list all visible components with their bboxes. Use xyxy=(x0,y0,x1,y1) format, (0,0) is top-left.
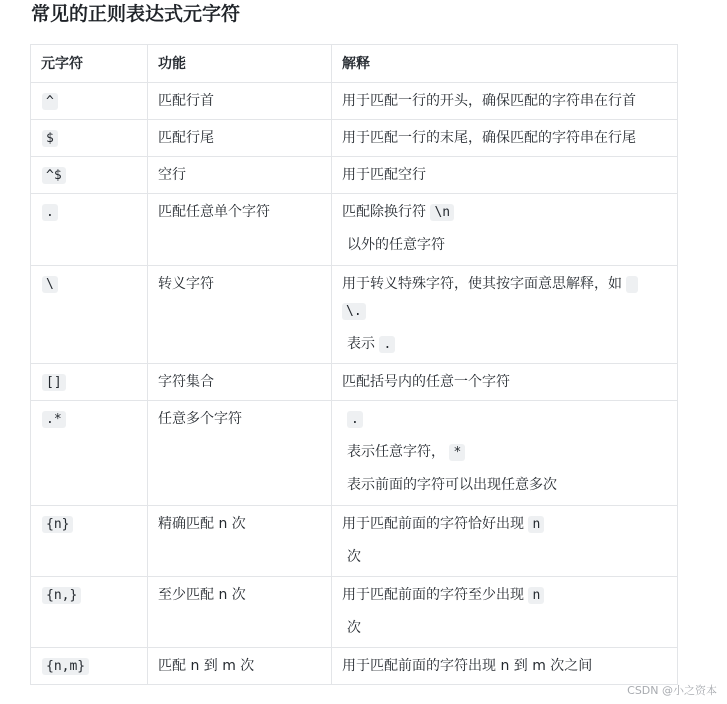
symbol-code: \ xyxy=(42,276,58,293)
function-cell: 匹配 n 到 m 次 xyxy=(148,648,332,685)
table-row xyxy=(31,506,678,577)
symbol-code: [] xyxy=(42,374,66,391)
header-metachar: 元字符 xyxy=(31,45,148,83)
explain-text: 用于匹配前面的字符出现 n 到 m 次之间 xyxy=(342,658,593,674)
table-row xyxy=(31,83,678,120)
explain-cell xyxy=(332,194,678,266)
table-row xyxy=(31,648,678,685)
explain-text: 表示任意字符， xyxy=(347,444,445,460)
explain-cell xyxy=(332,266,678,364)
explain-cell xyxy=(332,157,678,194)
table-row xyxy=(31,120,678,157)
function-cell: 匹配任意单个字符 xyxy=(148,194,332,266)
table-row xyxy=(31,577,678,648)
explain-text: 匹配括号内的任意一个字符 xyxy=(342,374,510,390)
inline-code: \n xyxy=(430,204,454,221)
page-title: 常见的正则表达式元字符 xyxy=(31,3,241,25)
function-cell: 精确匹配 n 次 xyxy=(148,506,332,577)
explain-cell xyxy=(332,506,678,577)
function-cell: 至少匹配 n 次 xyxy=(148,577,332,648)
explain-text: 次 xyxy=(347,549,361,565)
explain-cell xyxy=(332,648,678,685)
table-row xyxy=(31,266,678,364)
explain-cell xyxy=(332,120,678,157)
symbol-cell xyxy=(31,648,148,685)
table-row xyxy=(31,194,678,266)
explain-text: 用于转义特殊字符，使其按字面意思解释，如 xyxy=(342,274,677,294)
header-explain: 解释 xyxy=(332,45,678,83)
explain-text: 表示前面的字符可以出现任意多次 xyxy=(347,477,557,493)
symbol-code: .* xyxy=(42,411,66,428)
function-cell: 空行 xyxy=(148,157,332,194)
inline-code: * xyxy=(449,444,465,461)
explain-text: 表示 xyxy=(347,336,375,352)
table-header-row xyxy=(31,45,678,83)
symbol-cell xyxy=(31,364,148,401)
explain-cell xyxy=(332,401,678,506)
function-cell: 匹配行尾 xyxy=(148,120,332,157)
explain-text: 用于匹配前面的字符恰好出现 xyxy=(342,516,524,532)
table-row xyxy=(31,364,678,401)
explain-text: 次 xyxy=(347,620,361,636)
symbol-code: {n,} xyxy=(42,587,81,604)
table-row xyxy=(31,401,678,506)
symbol-code: $ xyxy=(42,130,58,147)
symbol-cell xyxy=(31,157,148,194)
inline-code: . xyxy=(347,411,363,428)
explain-cell xyxy=(332,577,678,648)
explain-text: 以外的任意字符 xyxy=(347,237,445,253)
explain-text: 用于匹配一行的开头，确保匹配的字符串在行首 xyxy=(342,93,636,109)
explain-cell xyxy=(332,364,678,401)
explain-cell xyxy=(332,83,678,120)
function-cell: 匹配行首 xyxy=(148,83,332,120)
watermark: CSDN @小之资本 xyxy=(627,684,717,697)
inline-code: n xyxy=(528,587,544,604)
symbol-code: . xyxy=(42,204,58,221)
explain-text: 匹配除换行符 xyxy=(342,204,426,220)
symbol-cell xyxy=(31,83,148,120)
metachar-table xyxy=(30,44,678,685)
explain-text: 用于匹配一行的末尾，确保匹配的字符串在行尾 xyxy=(342,130,636,146)
explain-text: 用于匹配前面的字符至少出现 xyxy=(342,587,524,603)
function-cell: 任意多个字符 xyxy=(148,401,332,506)
symbol-cell xyxy=(31,266,148,364)
symbol-code: ^ xyxy=(42,93,58,110)
symbol-cell xyxy=(31,194,148,266)
function-cell: 转义字符 xyxy=(148,266,332,364)
symbol-cell xyxy=(31,577,148,648)
symbol-code: ^$ xyxy=(42,167,66,184)
symbol-cell xyxy=(31,120,148,157)
function-cell: 字符集合 xyxy=(148,364,332,401)
symbol-cell xyxy=(31,506,148,577)
inline-code: n xyxy=(528,516,544,533)
symbol-cell xyxy=(31,401,148,506)
inline-code: . xyxy=(379,336,395,353)
symbol-code: {n} xyxy=(42,516,73,533)
symbol-code: {n,m} xyxy=(42,658,89,675)
table-row xyxy=(31,157,678,194)
inline-code: \. xyxy=(342,303,366,320)
explain-text: 用于匹配空行 xyxy=(342,167,426,183)
header-function: 功能 xyxy=(148,45,332,83)
